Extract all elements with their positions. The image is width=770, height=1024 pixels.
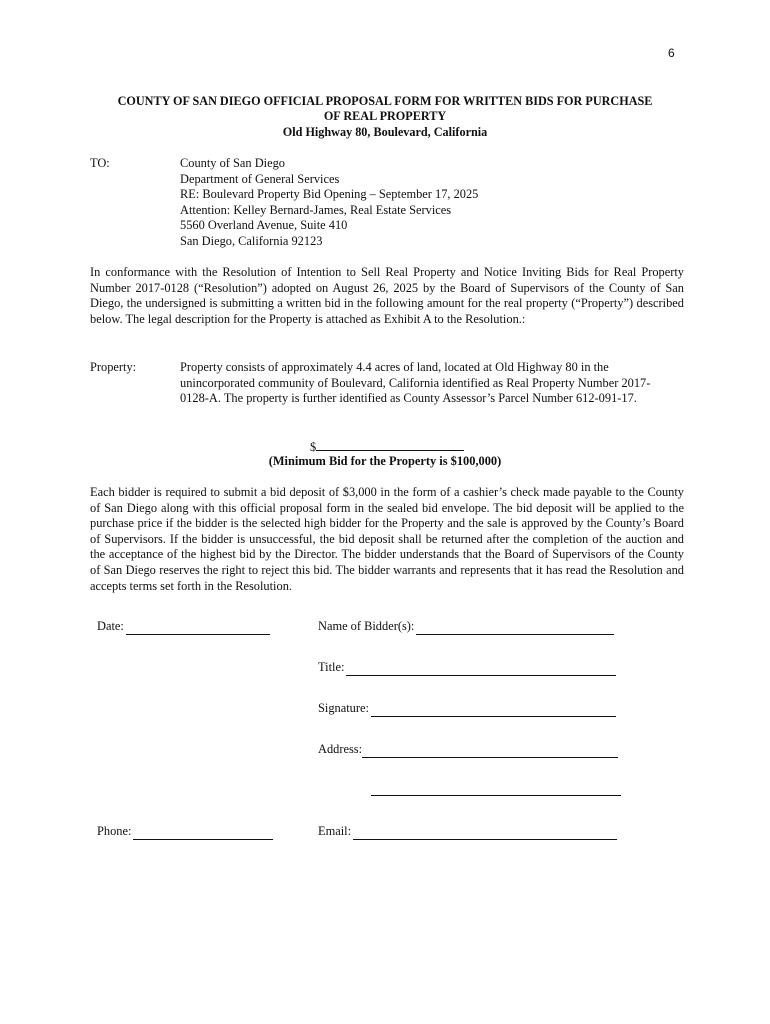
date-label: Date: [97,619,124,633]
title-line-1: COUNTY OF SAN DIEGO OFFICIAL PROPOSAL FORM FOR WRITTEN BIDS FOR PURCHASE [117,94,653,108]
property-description: Property consists of approximately 4.4 acres of land, located at Old Highway 80 in the unincorporated community of Boulevard, California identified as Real Property Number 2017-0128-A. The property is further identified as County Assessor’s Parcel Number 612-091-17. [180,360,651,406]
property-label: Property: [90,360,137,374]
intro-paragraph: In conformance with the Resolution of Intention to Sell Real Property and Notice Inviting Bids for Real Property Number 2017-0128 (“Resolution”) adopted on August 26, 2025 by the Board of Supervisors of the County of San Diego, the undersigned is submitting a written bid in the following amount for the real property (“Property”) described below. The legal description for the Property is attached as Exhibit A to the Resolution.: [90,265,684,326]
address-blank[interactable] [362,745,618,758]
title-blank[interactable] [346,663,616,676]
to-label: TO: [90,156,110,170]
bidder-name-field [318,619,614,635]
address-field [318,742,618,758]
recipient-line: RE: Boulevard Property Bid Opening – September 17, 2025 [180,187,479,202]
deposit-paragraph: Each bidder is required to submit a bid deposit of $3,000 in the form of a cashier’s check made payable to the County of San Diego along with this official proposal form in the sealed bid envelope. The bid deposit will be applied to the purchase price if the bidder is the selected high bidder for the Property and the sale is approved by the County’s Board of Supervisors. If the bidder is unsuccessful, the bid deposit shall be returned after the completion of the auction and the acceptance of the highest bid by the Director. The bidder understands that the Board of Supervisors of the County of San Diego reserves the right to reject this bid. The bidder warrants and represents that it has read the Resolution and accepts terms set forth in the Resolution. [90,485,684,593]
email-blank[interactable] [353,827,617,840]
title-field [318,660,616,676]
address-blank-line-2[interactable] [371,795,621,796]
signature-field [318,701,616,717]
email-label: Email: [318,824,352,838]
phone-label: Phone: [97,824,132,838]
signature-label: Signature: [318,701,369,715]
address-label: Address: [318,742,363,756]
phone-field [97,824,273,840]
bid-amount-blank[interactable] [316,438,464,451]
bidder-name-blank[interactable] [416,622,614,635]
recipient-line: San Diego, California 92123 [180,233,323,248]
page-number: 6 [668,46,675,60]
document-title [84,94,686,140]
currency-symbol: $ [310,440,317,454]
recipient-line: Department of General Services [180,171,340,186]
email-field [318,824,617,840]
date-blank[interactable] [126,622,270,635]
bidder-name-label: Name of Bidder(s): [318,619,415,633]
bid-amount-field [310,438,464,456]
title-label: Title: [318,660,345,674]
recipient-line: Attention: Kelley Bernard-James, Real Estate Services [180,202,452,217]
minimum-bid-note: (Minimum Bid for the Property is $100,000) [268,454,502,468]
recipient-line: County of San Diego [180,156,285,170]
title-line-2: OF REAL PROPERTY [323,109,447,124]
title-line-3: Old Highway 80, Boulevard, California [282,124,488,139]
recipient-address [180,156,680,250]
date-field [97,619,270,635]
recipient-line: 5560 Overland Avenue, Suite 410 [180,218,348,233]
phone-blank[interactable] [133,827,273,840]
signature-blank[interactable] [371,704,616,717]
